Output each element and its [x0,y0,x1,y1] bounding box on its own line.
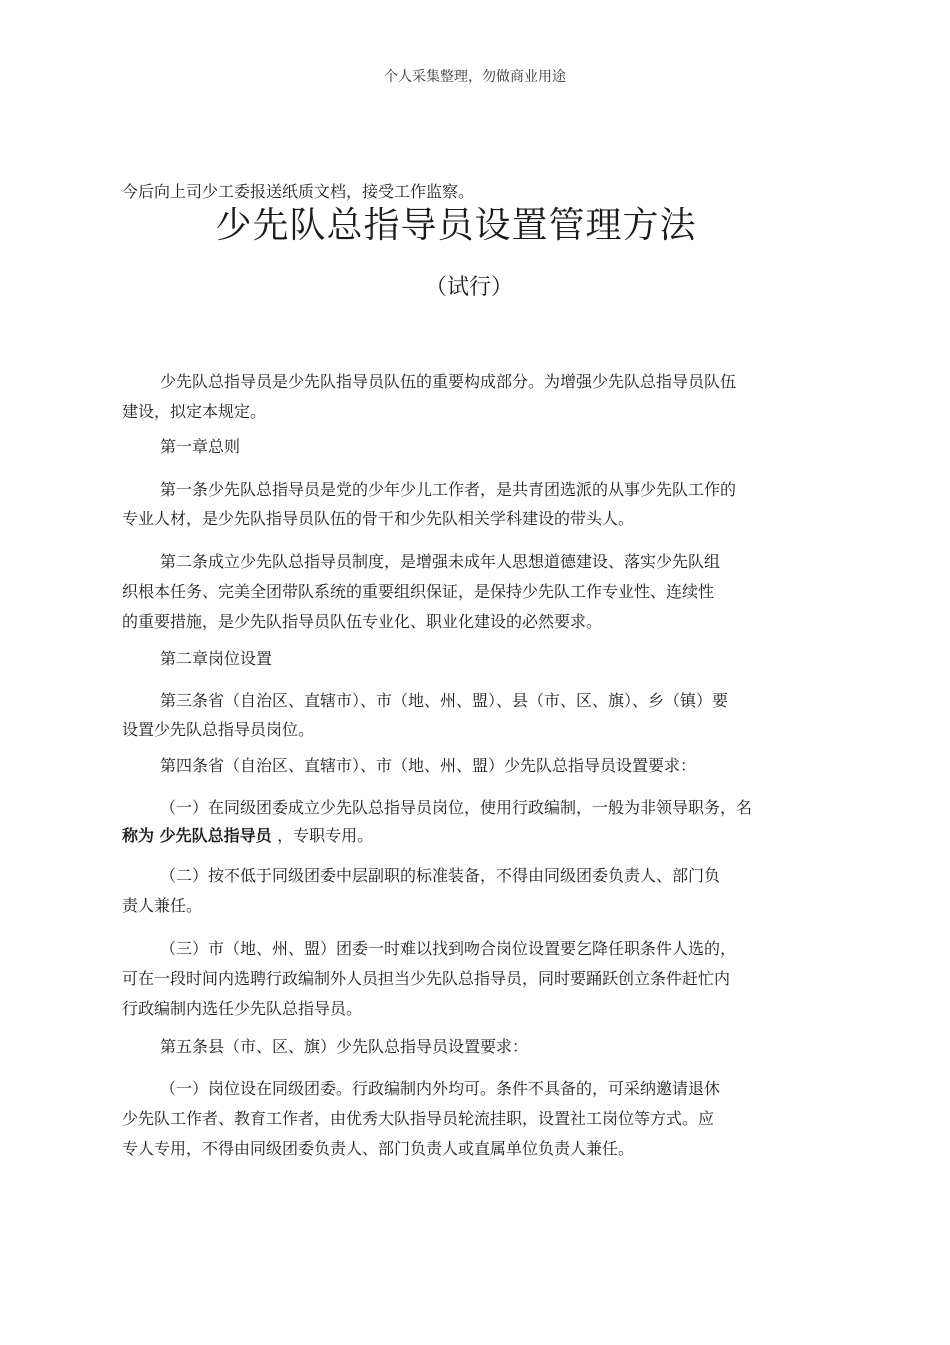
chapter-1-heading: 第一章总则 [160,437,241,456]
article-4-line: 第四条省（自治区、直辖市）、市（地、州、盟）少先队总指导员设置要求： [160,756,697,775]
article-5-item-1-line-3: 专人专用，不得由同级团委负责人、部门负责人或直属单位负责人兼任。 [122,1139,635,1158]
article-5-line: 第五条县（市、区、旗）少先队总指导员设置要求： [160,1037,529,1056]
article-3-line-1: 第三条省（自治区、直辖市）、市（地、州、盟）、县（市、区、旗）、乡（镇）要 [160,691,729,710]
article-5-item-1-line-1: （一）岗位设在同级团委。行政编制内外均可。条件不具备的，可采纳邀请退休 [160,1079,721,1098]
article-4-item-1-line-2 [122,823,373,846]
article-2-line-1: 第二条成立少先队总指导员制度，是增强未成年人思想道德建设、落实少先队组 [160,552,721,571]
article-4-item-2-line-2: 责人兼任。 [122,896,203,915]
article-5-item-1-line-2: 少先队工作者、教育工作者，由优秀大队指导员轮流挂职，设置社工岗位等方式。应 [122,1109,715,1128]
article-2-line-2: 织根本任务、完美全团带队系统的重要组织保证，是保持少先队工作专业性、连续性 [122,582,715,601]
document-title: 少先队总指导员设置管理方法 [215,205,697,246]
intro-line-2: 建设，拟定本规定。 [122,402,267,421]
article-1-line-1: 第一条少先队总指导员是党的少年少儿工作者，是共青团选派的从事少先队工作的 [160,480,737,499]
term-suffix: ，专职专用。 [277,826,374,845]
intro-line-1: 少先队总指导员是少先队指导员队伍的重要构成部分。为增强少先队总指导员队伍 [160,372,737,391]
article-2-line-3: 的重要措施，是少先队指导员队伍专业化、职业化建设的必然要求。 [122,612,603,631]
article-4-item-3-line-2: 可在一段时间内选聘行政编制外人员担当少先队总指导员，同时要踊跃创立条件赶忙内 [122,969,731,988]
article-4-item-3-line-1: （三）市（地、州、盟）团委一时难以找到吻合岗位设置要乞降任职条件人选的， [160,939,737,958]
chapter-2-heading: 第二章岗位设置 [160,649,273,668]
carryover-text: 今后向上司少工委报送纸质文档，接受工作监察。 [122,182,475,201]
article-3-line-2: 设置少先队总指导员岗位。 [122,720,315,739]
article-4-item-2-line-1: （二）按不低于同级团委中层副职的标准装备，不得由同级团委负责人、部门负 [160,866,721,885]
document-subtitle: （试行） [424,275,513,300]
bold-term: 称为 少先队总指导员 [122,826,278,845]
article-4-item-1-line-1: （一）在同级团委成立少先队总指导员岗位，使用行政编制，一般为非领导职务，名 [160,798,753,817]
article-1-line-2: 专业人材，是少先队指导员队伍的骨干和少先队相关学科建设的带头人。 [122,509,635,528]
article-4-item-3-line-3: 行政编制内选任少先队总指导员。 [122,999,363,1018]
page-header: 个人采集整理，勿做商业用途 [384,69,566,85]
